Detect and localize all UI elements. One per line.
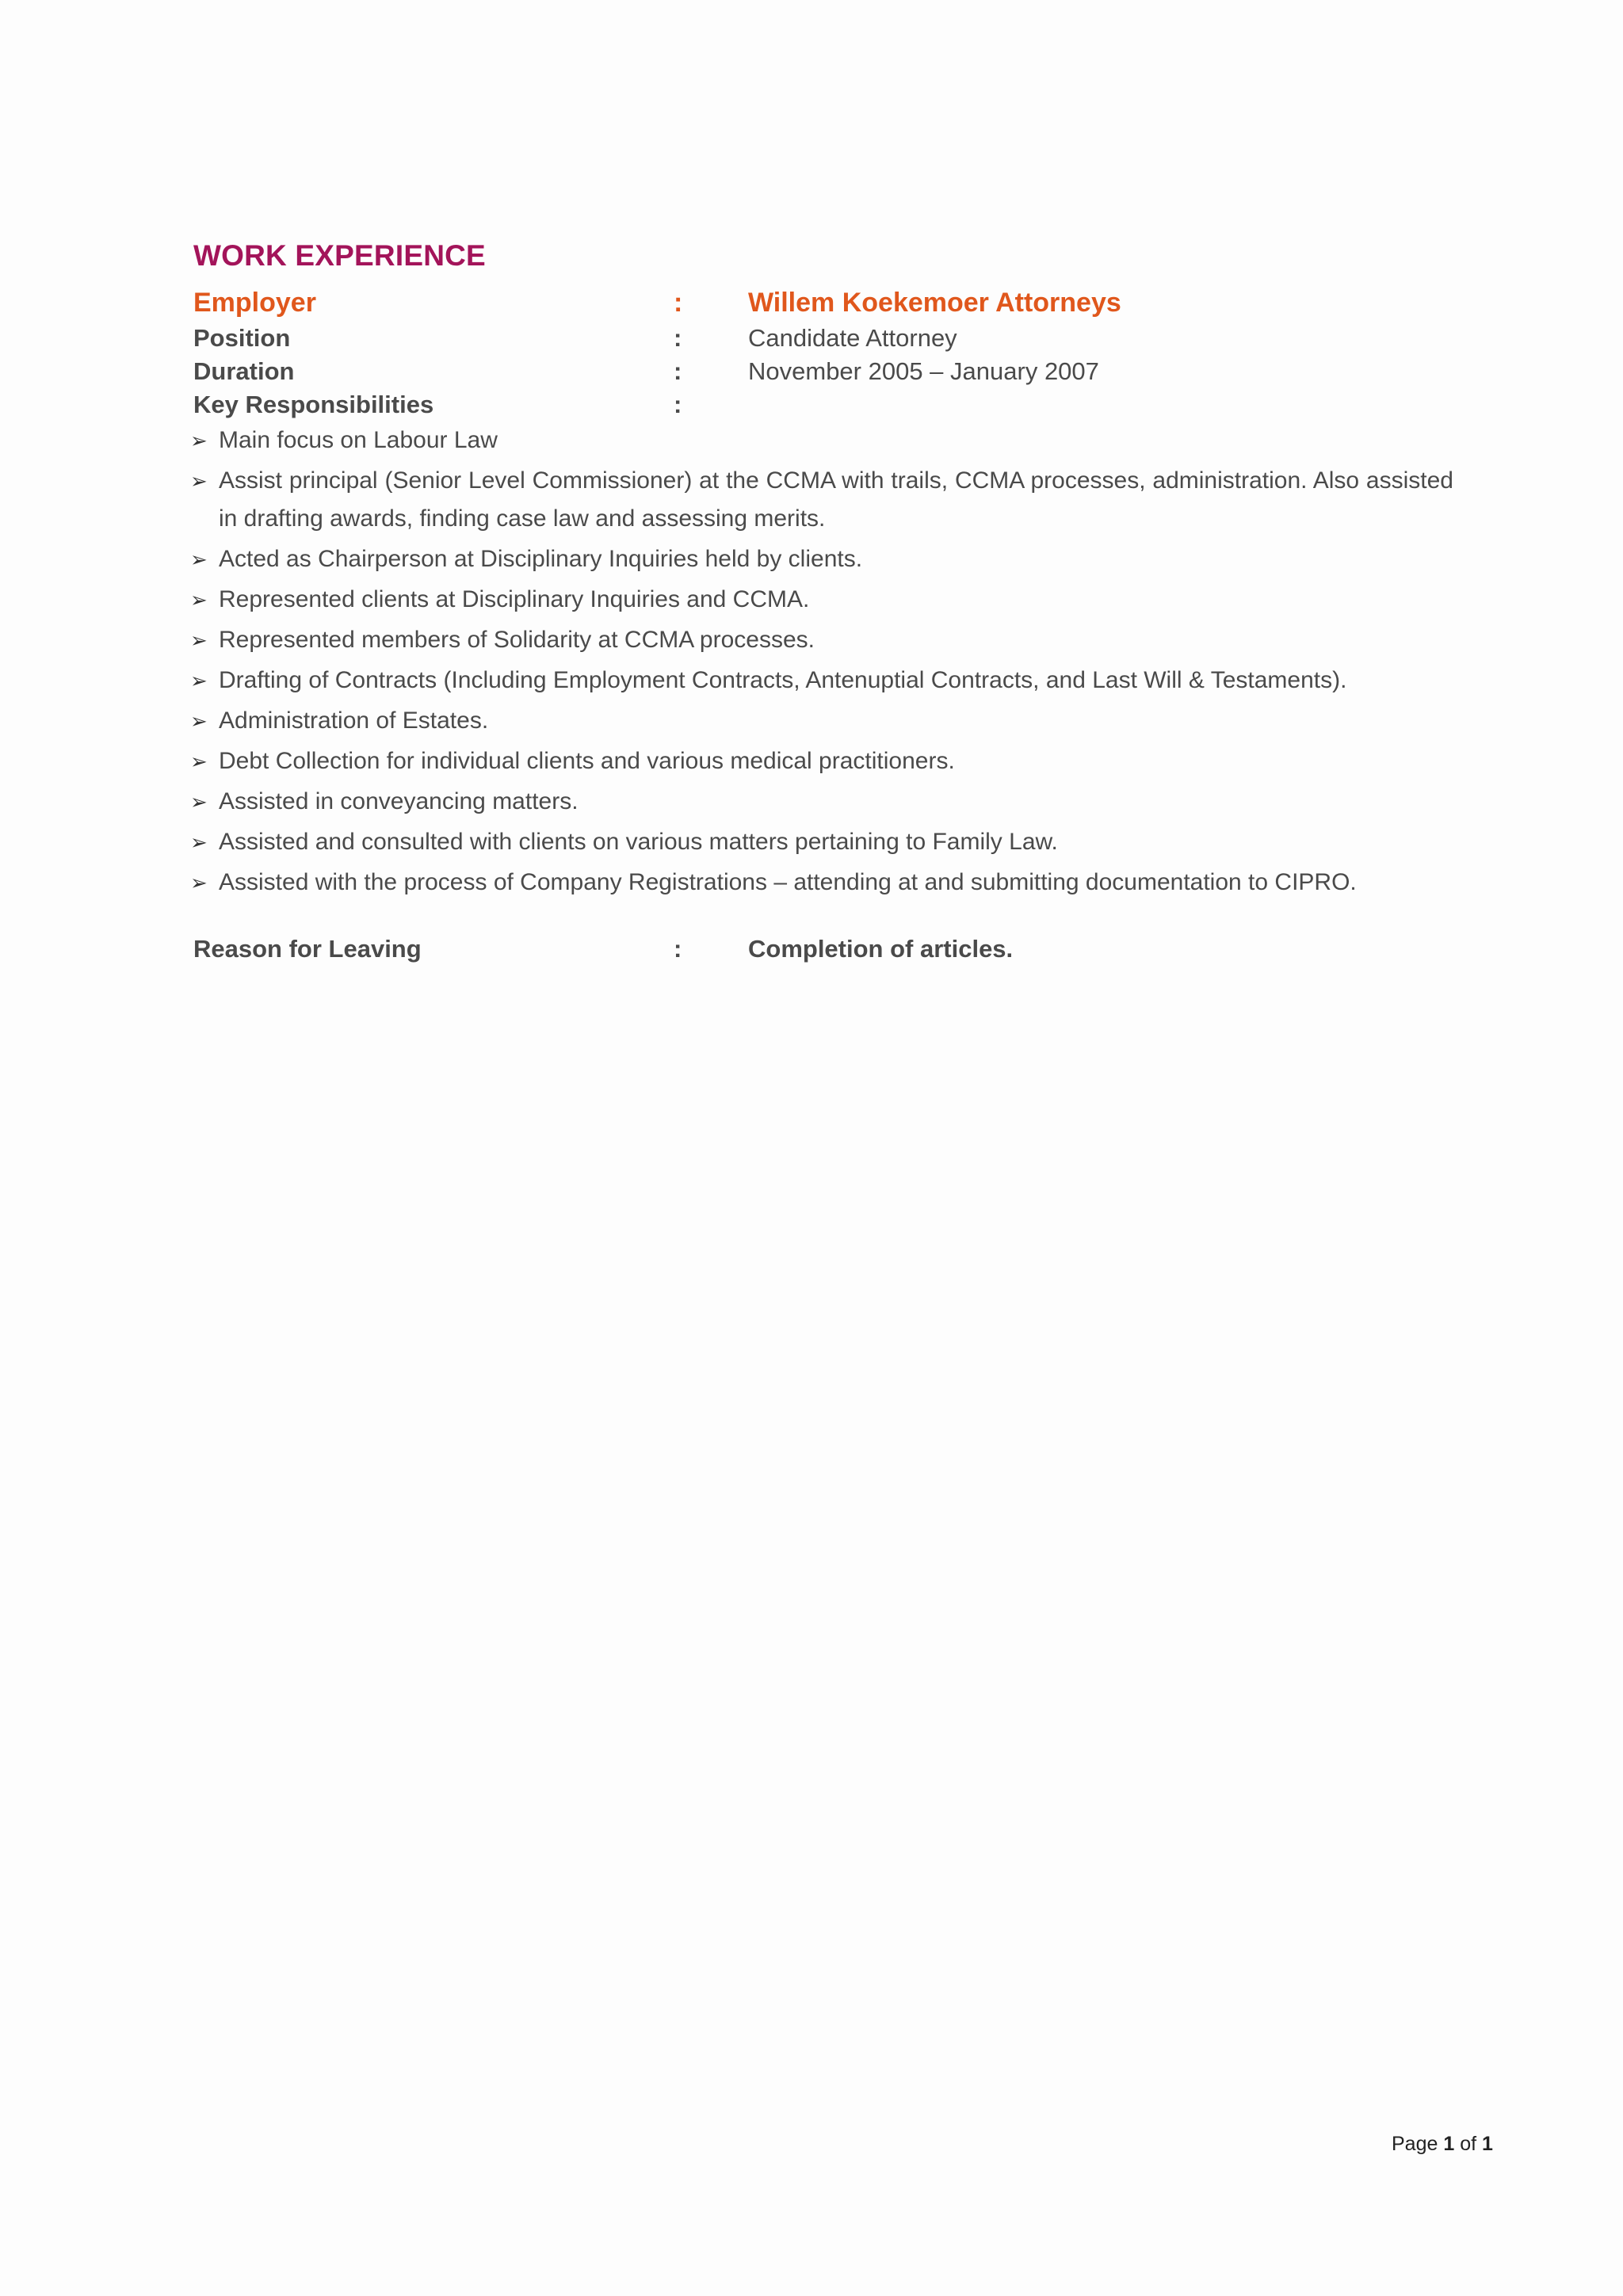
arrow-bullet-icon: ➢: [190, 709, 208, 733]
responsibilities-colon: :: [674, 391, 682, 418]
list-item: ➢ Drafting of Contracts (Including Employment Contracts, Antenuptial Contracts, and Last Will & Testaments).: [190, 662, 1453, 700]
list-item: ➢ Debt Collection for individual clients and various medical practitioners.: [190, 742, 1453, 780]
arrow-bullet-icon: ➢: [190, 830, 208, 854]
footer-current-page: 1: [1443, 2133, 1455, 2155]
list-item: ➢ Acted as Chairperson at Disciplinary Inquiries held by clients.: [190, 540, 1453, 578]
list-item: ➢ Represented members of Solidarity at CCMA processes.: [190, 621, 1453, 659]
arrow-bullet-icon: ➢: [190, 429, 208, 452]
position-colon: :: [674, 324, 682, 352]
position-row: [193, 321, 1461, 356]
reason-colon: :: [674, 935, 682, 963]
reason-value: Completion of articles.: [748, 935, 1014, 963]
reason-label: Reason for Leaving: [193, 935, 422, 963]
list-item: ➢ Represented clients at Disciplinary Inquiries and CCMA.: [190, 581, 1453, 619]
employer-value: Willem Koekemoer Attorneys: [748, 288, 1121, 318]
arrow-bullet-icon: ➢: [190, 469, 208, 493]
duration-colon: :: [674, 357, 682, 385]
footer-total-pages: 1: [1482, 2133, 1493, 2155]
employer-colon: :: [674, 288, 683, 318]
list-item: ➢ Assisted in conveyancing matters.: [190, 783, 1453, 821]
arrow-bullet-icon: ➢: [190, 628, 208, 652]
arrow-bullet-icon: ➢: [190, 749, 208, 773]
arrow-bullet-icon: ➢: [190, 871, 208, 894]
duration-value: November 2005 – January 2007: [748, 357, 1099, 385]
arrow-bullet-icon: ➢: [190, 588, 208, 612]
arrow-bullet-icon: ➢: [190, 669, 208, 692]
responsibilities-row: [193, 387, 1461, 422]
arrow-bullet-icon: ➢: [190, 790, 208, 814]
employer-row: [193, 285, 1461, 320]
position-label: Position: [193, 324, 291, 352]
list-item: ➢ Assisted with the process of Company Registrations – attending at and submitting documentation to CIPRO.: [190, 864, 1453, 902]
duration-row: [193, 354, 1461, 389]
position-value: Candidate Attorney: [748, 324, 957, 352]
reason-row: [193, 932, 1461, 967]
footer-page-word: Page: [1392, 2133, 1438, 2155]
employer-label: Employer: [193, 288, 316, 318]
responsibilities-list: [190, 421, 1453, 904]
arrow-bullet-icon: ➢: [190, 547, 208, 571]
list-item: ➢ Administration of Estates.: [190, 702, 1453, 740]
footer-of-word: of: [1460, 2133, 1477, 2155]
section-title: WORK EXPERIENCE: [193, 239, 486, 272]
responsibilities-label: Key Responsibilities: [193, 391, 434, 418]
duration-label: Duration: [193, 357, 295, 385]
list-item: ➢ Main focus on Labour Law: [190, 421, 1453, 460]
list-item: ➢ Assist principal (Senior Level Commissioner) at the CCMA with trails, CCMA processes, administration. Also assisted in drafting awards, finding case law and assessing merits.: [190, 462, 1453, 538]
list-item: ➢ Assisted and consulted with clients on various matters pertaining to Family Law.: [190, 823, 1453, 861]
page-footer: [1392, 2133, 1493, 2156]
